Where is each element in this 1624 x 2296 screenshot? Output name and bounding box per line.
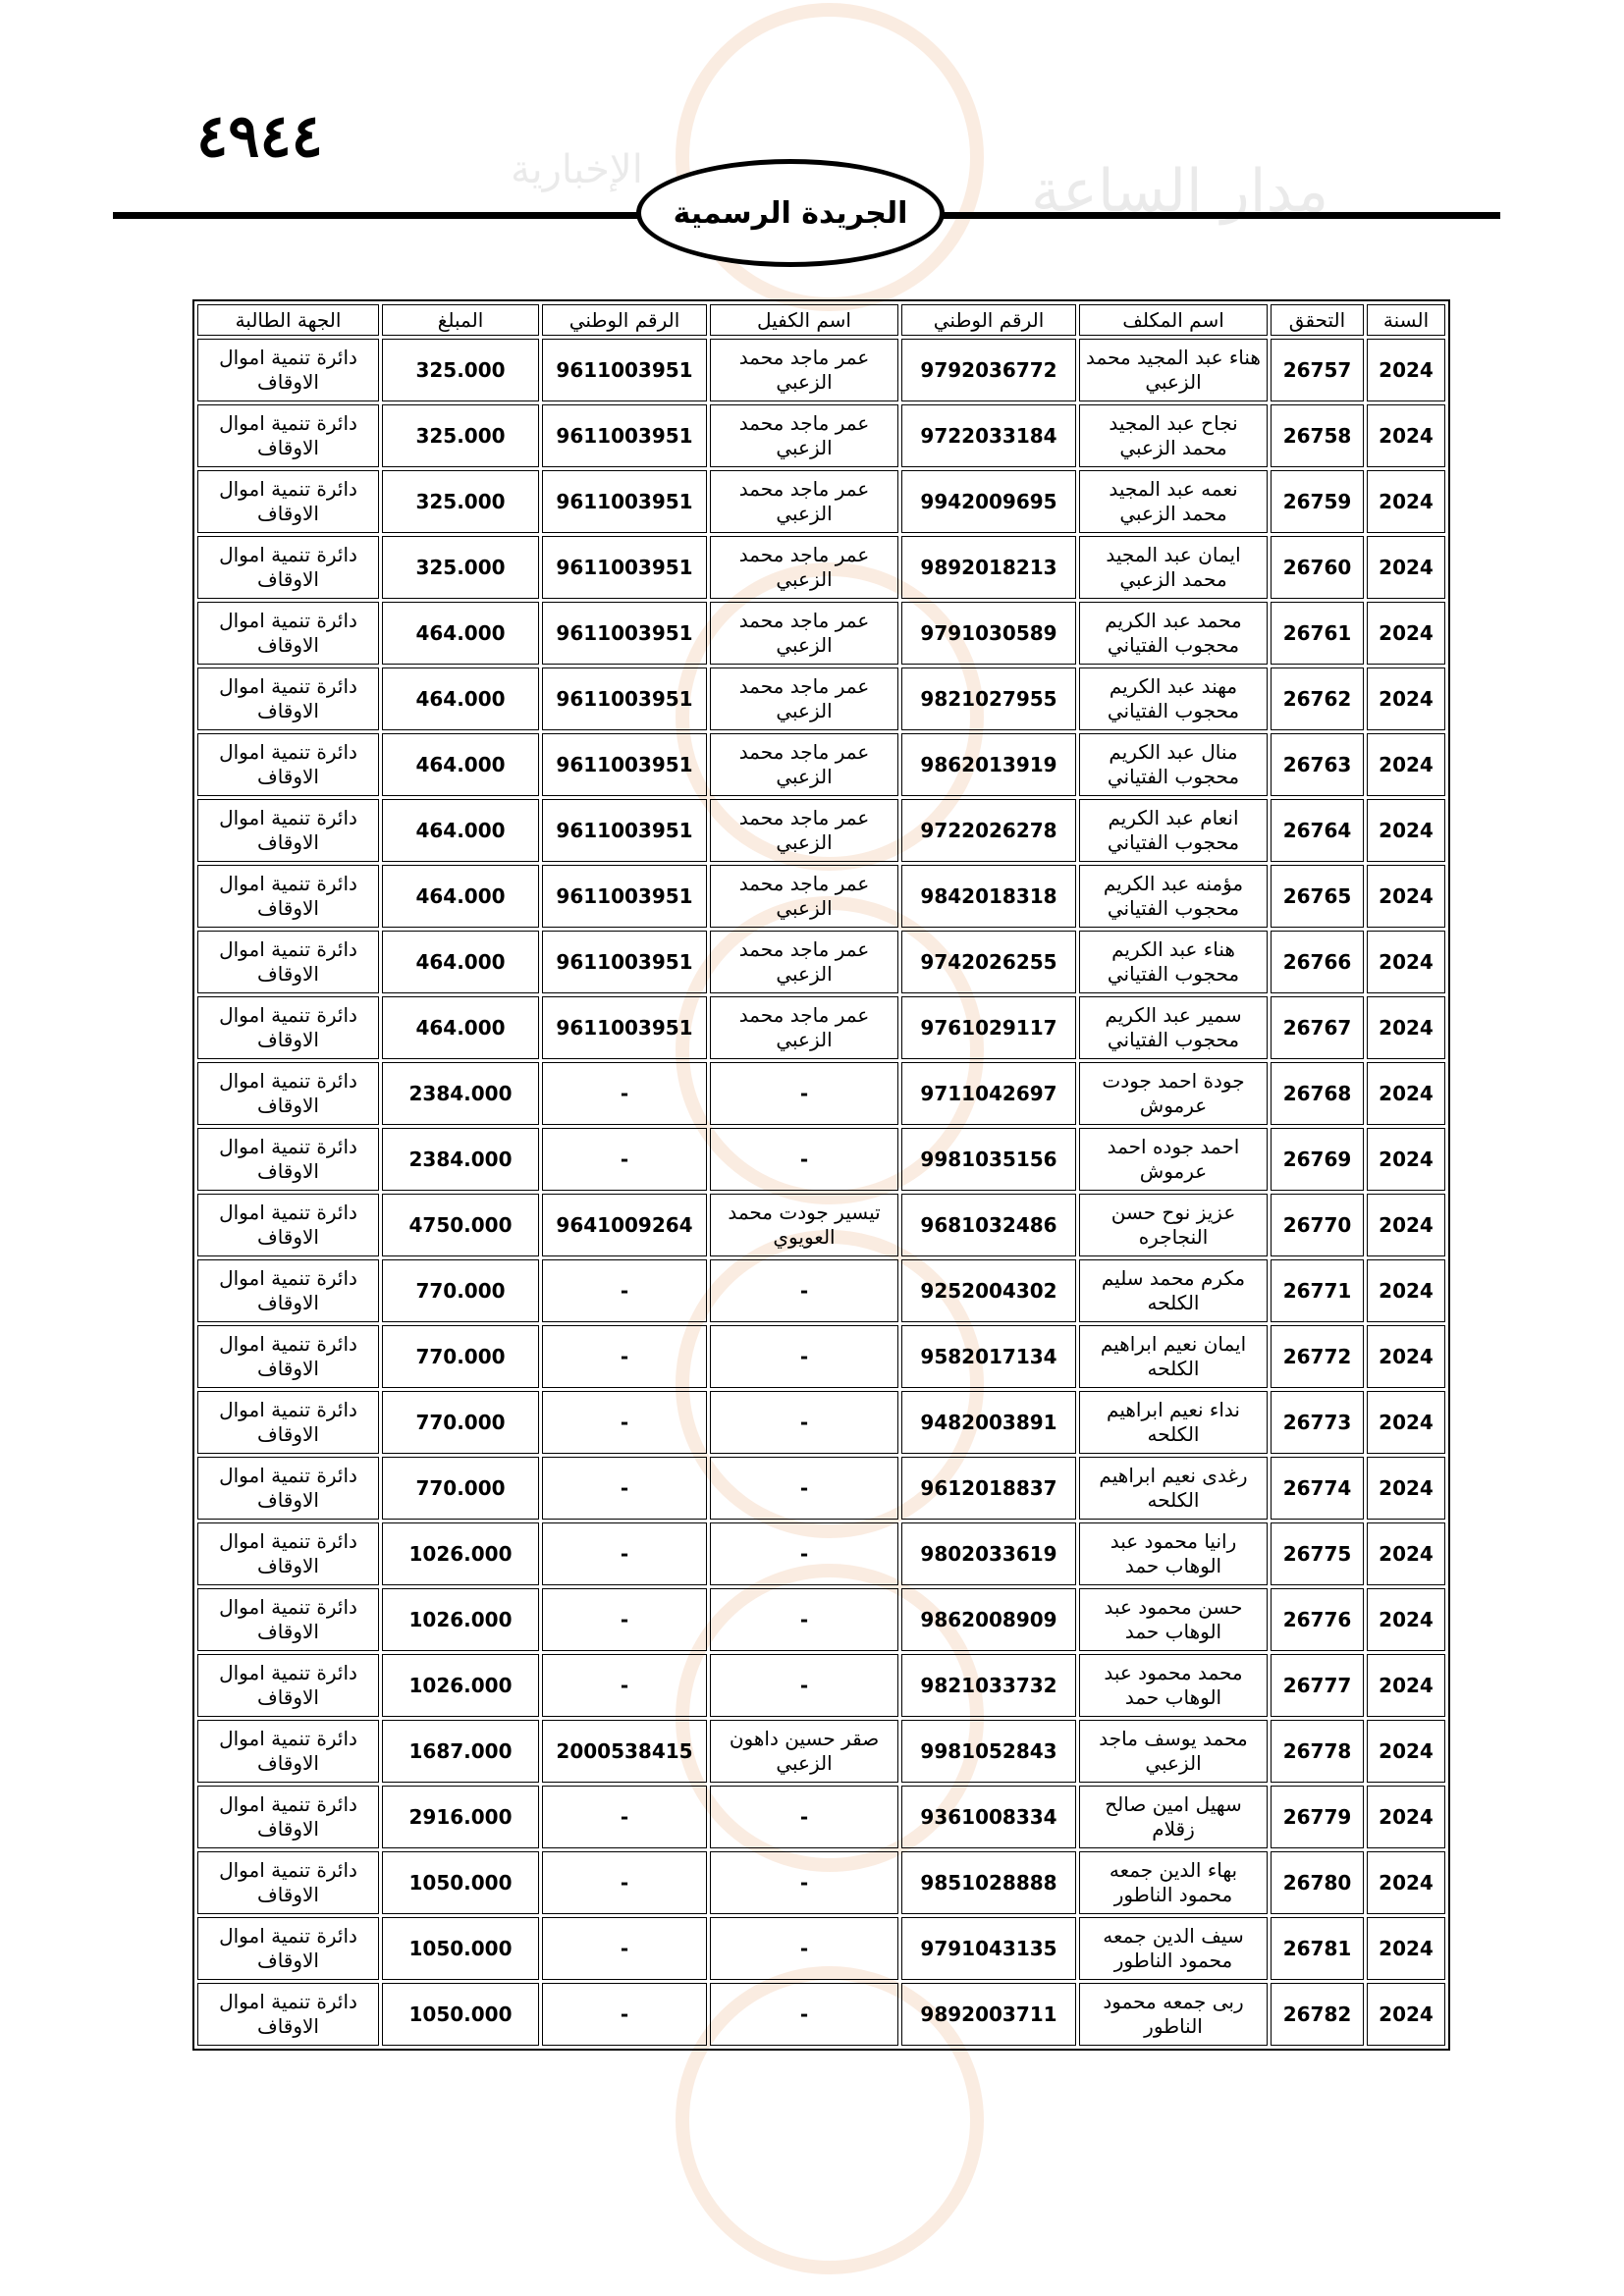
cell-guarantor-id: -: [542, 1325, 707, 1388]
cell-guarantor-id: -: [542, 1983, 707, 2046]
cell-guarantor-id: 9611003951: [542, 470, 707, 533]
cell-guarantor: -: [710, 1259, 898, 1322]
cell-amount: 770.000: [382, 1457, 539, 1520]
cell-amount: 325.000: [382, 339, 539, 401]
cell-national-id: 9851028888: [901, 1851, 1076, 1914]
cell-national-id: 9722026278: [901, 799, 1076, 862]
cell-guarantor: عمر ماجد محمد الزعبي: [710, 931, 898, 993]
cell-guarantor-id: 2000538415: [542, 1720, 707, 1783]
cell-guarantor-id: -: [542, 1259, 707, 1322]
cell-guarantor-id: 9611003951: [542, 602, 707, 665]
table-row: [197, 1588, 1445, 1651]
table-row: [197, 1128, 1445, 1191]
cell-amount: 464.000: [382, 931, 539, 993]
cell-guarantor: -: [710, 1786, 898, 1848]
cell-guarantor: -: [710, 1917, 898, 1980]
table-row: [197, 1720, 1445, 1783]
cell-amount: 464.000: [382, 602, 539, 665]
cell-name: عزيز نوح حسن النجاجره: [1079, 1194, 1268, 1256]
cell-name: رانيا محمود عبد الوهاب حمد: [1079, 1522, 1268, 1585]
cell-year: 2024: [1367, 1917, 1445, 1980]
table-row: [197, 1259, 1445, 1322]
cell-name: انعام عبد الكريم محجوب الفتياني: [1079, 799, 1268, 862]
cell-amount: 464.000: [382, 667, 539, 730]
cell-year: 2024: [1367, 1588, 1445, 1651]
col-header-guarantor-id: الرقم الوطني: [542, 304, 707, 336]
page-number: ٤٩٤٤: [196, 102, 323, 171]
cell-ref: 26760: [1271, 536, 1364, 599]
cell-ref: 26768: [1271, 1062, 1364, 1125]
cell-guarantor-id: -: [542, 1588, 707, 1651]
cell-authority: دائرة تنمية اموال الاوقاف: [197, 1983, 379, 2046]
cell-name: سيف الدين جمعه محمود الناطور: [1079, 1917, 1268, 1980]
cell-amount: 1026.000: [382, 1588, 539, 1651]
cell-year: 2024: [1367, 1851, 1445, 1914]
cell-guarantor: -: [710, 1654, 898, 1717]
table-row: [197, 996, 1445, 1059]
cell-guarantor: -: [710, 1522, 898, 1585]
cell-name: سمير عبد الكريم محجوب الفتياني: [1079, 996, 1268, 1059]
cell-year: 2024: [1367, 339, 1445, 401]
cell-ref: 26770: [1271, 1194, 1364, 1256]
cell-year: 2024: [1367, 1128, 1445, 1191]
cell-year: 2024: [1367, 1522, 1445, 1585]
cell-national-id: 9862013919: [901, 733, 1076, 796]
cell-ref: 26772: [1271, 1325, 1364, 1388]
col-header-amount: المبلغ: [382, 304, 539, 336]
cell-name: جودة احمد جودت عرموش: [1079, 1062, 1268, 1125]
table-row: [197, 1654, 1445, 1717]
cell-ref: 26758: [1271, 404, 1364, 467]
cell-amount: 770.000: [382, 1391, 539, 1454]
cell-ref: 26757: [1271, 339, 1364, 401]
col-header-year: السنة: [1367, 304, 1445, 336]
cell-amount: 464.000: [382, 865, 539, 928]
cell-amount: 1026.000: [382, 1654, 539, 1717]
table-header-row: [197, 304, 1445, 336]
cell-guarantor-id: -: [542, 1786, 707, 1848]
cell-year: 2024: [1367, 1259, 1445, 1322]
cell-year: 2024: [1367, 536, 1445, 599]
cell-guarantor: -: [710, 1062, 898, 1125]
cell-guarantor-id: -: [542, 1391, 707, 1454]
cell-guarantor: عمر ماجد محمد الزعبي: [710, 404, 898, 467]
col-header-authority: الجهة الطالبة: [197, 304, 379, 336]
cell-guarantor-id: 9611003951: [542, 404, 707, 467]
cell-guarantor: -: [710, 1588, 898, 1651]
table-row: [197, 1194, 1445, 1256]
table-row: [197, 1062, 1445, 1125]
cell-year: 2024: [1367, 1194, 1445, 1256]
cell-guarantor-id: -: [542, 1062, 707, 1125]
cell-authority: دائرة تنمية اموال الاوقاف: [197, 339, 379, 401]
cell-amount: 325.000: [382, 536, 539, 599]
cell-amount: 464.000: [382, 996, 539, 1059]
watermark-text: الإخبارية: [511, 147, 643, 192]
cell-authority: دائرة تنمية اموال الاوقاف: [197, 865, 379, 928]
cell-amount: 2916.000: [382, 1786, 539, 1848]
cell-year: 2024: [1367, 996, 1445, 1059]
cell-ref: 26774: [1271, 1457, 1364, 1520]
cell-authority: دائرة تنمية اموال الاوقاف: [197, 1654, 379, 1717]
cell-year: 2024: [1367, 1062, 1445, 1125]
cell-ref: 26767: [1271, 996, 1364, 1059]
cell-amount: 4750.000: [382, 1194, 539, 1256]
cell-national-id: 9892018213: [901, 536, 1076, 599]
cell-authority: دائرة تنمية اموال الاوقاف: [197, 1786, 379, 1848]
cell-name: مؤمنه عبد الكريم محجوب الفتياني: [1079, 865, 1268, 928]
cell-national-id: 9862008909: [901, 1588, 1076, 1651]
cell-national-id: 9252004302: [901, 1259, 1076, 1322]
cell-national-id: 9892003711: [901, 1983, 1076, 2046]
cell-amount: 464.000: [382, 733, 539, 796]
table-row: [197, 1325, 1445, 1388]
cell-year: 2024: [1367, 602, 1445, 665]
cell-name: رغدى نعيم ابراهيم الكلحه: [1079, 1457, 1268, 1520]
cell-national-id: 9681032486: [901, 1194, 1076, 1256]
cell-authority: دائرة تنمية اموال الاوقاف: [197, 602, 379, 665]
cell-ref: 26781: [1271, 1917, 1364, 1980]
cell-year: 2024: [1367, 1786, 1445, 1848]
cell-guarantor-id: -: [542, 1457, 707, 1520]
cell-guarantor-id: -: [542, 1654, 707, 1717]
watermark-brand-text: مدار الساعة: [1031, 157, 1329, 226]
cell-name: سهيل امين صالح زقلام: [1079, 1786, 1268, 1848]
cell-ref: 26763: [1271, 733, 1364, 796]
cell-authority: دائرة تنمية اموال الاوقاف: [197, 1391, 379, 1454]
cell-guarantor-id: 9611003951: [542, 996, 707, 1059]
cell-ref: 26777: [1271, 1654, 1364, 1717]
cell-authority: دائرة تنمية اموال الاوقاف: [197, 1259, 379, 1322]
cell-ref: 26780: [1271, 1851, 1364, 1914]
cell-national-id: 9742026255: [901, 931, 1076, 993]
cell-national-id: 9582017134: [901, 1325, 1076, 1388]
cell-authority: دائرة تنمية اموال الاوقاف: [197, 1062, 379, 1125]
cell-guarantor: عمر ماجد محمد الزعبي: [710, 339, 898, 401]
cell-authority: دائرة تنمية اموال الاوقاف: [197, 931, 379, 993]
cell-authority: دائرة تنمية اموال الاوقاف: [197, 536, 379, 599]
cell-year: 2024: [1367, 1391, 1445, 1454]
cell-amount: 464.000: [382, 799, 539, 862]
cell-guarantor-id: -: [542, 1917, 707, 1980]
cell-name: محمد عبد الكريم محجوب الفتياني: [1079, 602, 1268, 665]
table-row: [197, 865, 1445, 928]
cell-ref: 26765: [1271, 865, 1364, 928]
cell-ref: 26762: [1271, 667, 1364, 730]
cell-guarantor: عمر ماجد محمد الزعبي: [710, 470, 898, 533]
cell-name: محمد يوسف ماجد الزعبي: [1079, 1720, 1268, 1783]
col-header-ref: التحقق: [1271, 304, 1364, 336]
cell-guarantor: عمر ماجد محمد الزعبي: [710, 667, 898, 730]
cell-authority: دائرة تنمية اموال الاوقاف: [197, 996, 379, 1059]
cell-ref: 26773: [1271, 1391, 1364, 1454]
col-header-name: اسم المكلف: [1079, 304, 1268, 336]
cell-ref: 26771: [1271, 1259, 1364, 1322]
cell-name: محمد محمود عبد الوهاب حمد: [1079, 1654, 1268, 1717]
cell-guarantor: -: [710, 1851, 898, 1914]
table-row: [197, 404, 1445, 467]
cell-authority: دائرة تنمية اموال الاوقاف: [197, 733, 379, 796]
cell-guarantor-id: 9611003951: [542, 799, 707, 862]
cell-national-id: 9792036772: [901, 339, 1076, 401]
cell-national-id: 9981035156: [901, 1128, 1076, 1191]
cell-authority: دائرة تنمية اموال الاوقاف: [197, 1522, 379, 1585]
cell-amount: 325.000: [382, 404, 539, 467]
cell-amount: 1050.000: [382, 1917, 539, 1980]
table-row: [197, 667, 1445, 730]
table-row: [197, 1457, 1445, 1520]
cell-national-id: 9821033732: [901, 1654, 1076, 1717]
cell-authority: دائرة تنمية اموال الاوقاف: [197, 1325, 379, 1388]
cell-year: 2024: [1367, 667, 1445, 730]
cell-guarantor-id: -: [542, 1851, 707, 1914]
cell-ref: 26764: [1271, 799, 1364, 862]
cell-guarantor: -: [710, 1457, 898, 1520]
cell-name: ايمان عبد المجيد محمد الزعبي: [1079, 536, 1268, 599]
cell-ref: 26759: [1271, 470, 1364, 533]
cell-authority: دائرة تنمية اموال الاوقاف: [197, 1851, 379, 1914]
cell-year: 2024: [1367, 404, 1445, 467]
cell-amount: 1026.000: [382, 1522, 539, 1585]
cell-year: 2024: [1367, 733, 1445, 796]
cell-ref: 26778: [1271, 1720, 1364, 1783]
cell-national-id: 9981052843: [901, 1720, 1076, 1783]
cell-national-id: 9821027955: [901, 667, 1076, 730]
cell-guarantor: عمر ماجد محمد الزعبي: [710, 799, 898, 862]
cell-authority: دائرة تنمية اموال الاوقاف: [197, 1720, 379, 1783]
cell-name: هناء عبد الكريم محجوب الفتياني: [1079, 931, 1268, 993]
table-row: [197, 1786, 1445, 1848]
cell-national-id: 9802033619: [901, 1522, 1076, 1585]
table-row: [197, 470, 1445, 533]
cell-guarantor-id: 9611003951: [542, 667, 707, 730]
cell-ref: 26769: [1271, 1128, 1364, 1191]
cell-national-id: 9942009695: [901, 470, 1076, 533]
cell-name: نجاح عبد المجيد محمد الزعبي: [1079, 404, 1268, 467]
cell-guarantor-id: 9611003951: [542, 931, 707, 993]
cell-year: 2024: [1367, 1720, 1445, 1783]
table-row: [197, 536, 1445, 599]
cell-name: نعمه عبد المجيد محمد الزعبي: [1079, 470, 1268, 533]
table-row: [197, 733, 1445, 796]
table-row: [197, 1917, 1445, 1980]
cell-ref: 26776: [1271, 1588, 1364, 1651]
table-row: [197, 931, 1445, 993]
table-row: [197, 799, 1445, 862]
cell-guarantor: عمر ماجد محمد الزعبي: [710, 996, 898, 1059]
cell-national-id: 9722033184: [901, 404, 1076, 467]
cell-year: 2024: [1367, 799, 1445, 862]
cell-national-id: 9612018837: [901, 1457, 1076, 1520]
cell-authority: دائرة تنمية اموال الاوقاف: [197, 1128, 379, 1191]
cell-amount: 325.000: [382, 470, 539, 533]
cell-guarantor: عمر ماجد محمد الزعبي: [710, 865, 898, 928]
cell-year: 2024: [1367, 931, 1445, 993]
cell-year: 2024: [1367, 1457, 1445, 1520]
cell-name: احمد جوده احمد عرموش: [1079, 1128, 1268, 1191]
col-header-guarantor: اسم الكفيل: [710, 304, 898, 336]
table-row: [197, 1983, 1445, 2046]
cell-national-id: 9711042697: [901, 1062, 1076, 1125]
cell-name: بهاء الدين جمعه محمود الناطور: [1079, 1851, 1268, 1914]
obligations-table: [192, 299, 1450, 2051]
cell-amount: 1050.000: [382, 1851, 539, 1914]
cell-authority: دائرة تنمية اموال الاوقاف: [197, 1457, 379, 1520]
table-row: [197, 602, 1445, 665]
cell-guarantor-id: 9611003951: [542, 865, 707, 928]
cell-guarantor-id: 9611003951: [542, 536, 707, 599]
cell-amount: 770.000: [382, 1259, 539, 1322]
cell-national-id: 9361008334: [901, 1786, 1076, 1848]
cell-guarantor-id: -: [542, 1522, 707, 1585]
gazette-title: الجريدة الرسمية: [673, 195, 908, 231]
cell-guarantor-id: -: [542, 1128, 707, 1191]
cell-ref: 26766: [1271, 931, 1364, 993]
cell-ref: 26775: [1271, 1522, 1364, 1585]
cell-amount: 2384.000: [382, 1062, 539, 1125]
table-row: [197, 1391, 1445, 1454]
cell-name: مكرم محمد سليم الكلحه: [1079, 1259, 1268, 1322]
cell-year: 2024: [1367, 1983, 1445, 2046]
cell-national-id: 9791043135: [901, 1917, 1076, 1980]
cell-guarantor-id: 9611003951: [542, 339, 707, 401]
cell-year: 2024: [1367, 865, 1445, 928]
cell-guarantor: تيسير جودت محمد العويوي: [710, 1194, 898, 1256]
col-header-national-id: الرقم الوطني: [901, 304, 1076, 336]
cell-guarantor: -: [710, 1983, 898, 2046]
cell-authority: دائرة تنمية اموال الاوقاف: [197, 667, 379, 730]
cell-ref: 26779: [1271, 1786, 1364, 1848]
cell-name: هناء عبد المجيد محمد الزعبي: [1079, 339, 1268, 401]
cell-year: 2024: [1367, 1325, 1445, 1388]
header-ellipse: [636, 159, 945, 267]
cell-national-id: 9842018318: [901, 865, 1076, 928]
cell-national-id: 9761029117: [901, 996, 1076, 1059]
cell-name: ربى جمعه محمود الناطور: [1079, 1983, 1268, 2046]
cell-name: مهند عبد الكريم محجوب الفتياني: [1079, 667, 1268, 730]
cell-authority: دائرة تنمية اموال الاوقاف: [197, 404, 379, 467]
cell-national-id: 9791030589: [901, 602, 1076, 665]
cell-guarantor: صقر حسين داهون الزعبي: [710, 1720, 898, 1783]
cell-amount: 1050.000: [382, 1983, 539, 2046]
cell-guarantor: -: [710, 1391, 898, 1454]
cell-guarantor: عمر ماجد محمد الزعبي: [710, 536, 898, 599]
cell-name: نداء نعيم ابراهيم الكلحه: [1079, 1391, 1268, 1454]
cell-amount: 770.000: [382, 1325, 539, 1388]
cell-name: منال عبد الكريم محجوب الفتياني: [1079, 733, 1268, 796]
cell-authority: دائرة تنمية اموال الاوقاف: [197, 1917, 379, 1980]
cell-guarantor: عمر ماجد محمد الزعبي: [710, 602, 898, 665]
cell-authority: دائرة تنمية اموال الاوقاف: [197, 470, 379, 533]
cell-guarantor: عمر ماجد محمد الزعبي: [710, 733, 898, 796]
cell-guarantor: -: [710, 1325, 898, 1388]
cell-national-id: 9482003891: [901, 1391, 1076, 1454]
cell-authority: دائرة تنمية اموال الاوقاف: [197, 1588, 379, 1651]
cell-name: حسن محمود عبد الوهاب حمد: [1079, 1588, 1268, 1651]
cell-authority: دائرة تنمية اموال الاوقاف: [197, 799, 379, 862]
cell-ref: 26782: [1271, 1983, 1364, 2046]
cell-amount: 2384.000: [382, 1128, 539, 1191]
table-row: [197, 339, 1445, 401]
cell-ref: 26761: [1271, 602, 1364, 665]
cell-guarantor-id: 9611003951: [542, 733, 707, 796]
cell-name: ايمان نعيم ابراهيم الكلحه: [1079, 1325, 1268, 1388]
cell-guarantor-id: 9641009264: [542, 1194, 707, 1256]
cell-year: 2024: [1367, 470, 1445, 533]
cell-amount: 1687.000: [382, 1720, 539, 1783]
cell-guarantor: -: [710, 1128, 898, 1191]
cell-year: 2024: [1367, 1654, 1445, 1717]
table-row: [197, 1851, 1445, 1914]
table-row: [197, 1522, 1445, 1585]
cell-authority: دائرة تنمية اموال الاوقاف: [197, 1194, 379, 1256]
